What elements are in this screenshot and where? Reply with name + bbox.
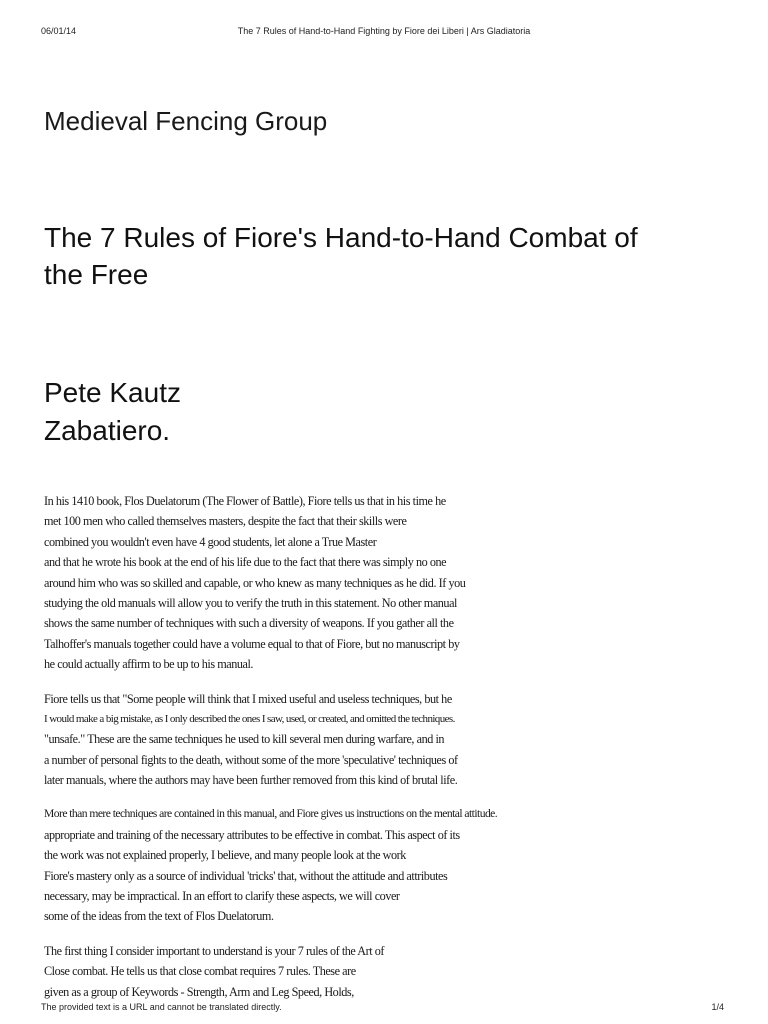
text-line: he could actually affirm to be up to his manual. xyxy=(44,657,253,672)
text-line: I would make a big mistake, as I only described the ones I saw, used, or created, and omitted the techniques. xyxy=(44,712,455,725)
text-line: and that he wrote his book at the end of his life due to the fact that there was simply no one xyxy=(44,555,447,570)
text-line: Close combat. He tells us that close combat requires 7 rules. These are xyxy=(44,964,356,979)
print-date: 06/01/14 xyxy=(41,26,77,36)
text-line: necessary, may be impractical. In an effort to clarify these aspects, we will cover xyxy=(44,889,400,904)
text-line: Fiore tells us that "Some people will think that I mixed useful and useless techniques, but he xyxy=(44,691,452,706)
text-line: "unsafe." These are the same techniques he used to kill several men during warfare, and in xyxy=(44,732,445,747)
author-name: Pete Kautz xyxy=(44,377,181,408)
site-title: Medieval Fencing Group xyxy=(44,106,328,136)
print-header xyxy=(41,26,727,40)
footer-note: The provided text is a URL and cannot be translated directly. xyxy=(41,1002,282,1012)
text-line: studying the old manuals will allow you to verify the truth in this statement. No other manual xyxy=(44,595,457,610)
text-line: the work was not explained properly, I believe, and many people look at the work xyxy=(44,848,406,863)
paragraph xyxy=(44,689,564,791)
text-line: met 100 men who called themselves masters, despite the fact that their skills were xyxy=(44,514,407,529)
text-line: combined you wouldn't even have 4 good students, let alone a True Master xyxy=(44,534,377,549)
paragraph xyxy=(44,491,564,675)
text-line: later manuals, where the authors may have been further removed from this kind of brutal life. xyxy=(44,773,458,788)
text-line: appropriate and training of the necessary attributes to be effective in combat. This aspect of its xyxy=(44,827,460,842)
paragraph xyxy=(44,804,564,926)
paragraph xyxy=(44,941,564,1002)
text-line: some of the ideas from the text of Flos Duelatorum. xyxy=(44,909,274,924)
author-surname: Zabatiero. xyxy=(44,415,171,446)
page-number: 1/4 xyxy=(711,1002,724,1012)
print-footer xyxy=(41,1002,724,1016)
text-line: Talhoffer's manuals together could have a volume equal to that of Fiore, but no manuscript by xyxy=(44,636,460,651)
text-line: The first thing I consider important to understand is your 7 rules of the Art of xyxy=(44,943,385,958)
text-line: a number of personal fights to the death, without some of the more 'speculative' techniques of xyxy=(44,752,458,767)
author-block xyxy=(44,374,181,450)
article-body xyxy=(44,491,564,1016)
text-line: In his 1410 book, Flos Duelatorum (The Flower of Battle), Fiore tells us that in his time he xyxy=(44,494,446,508)
text-line: around him who was so skilled and capable, or who knew as many techniques as he did. If you xyxy=(44,575,466,590)
text-line: given as a group of Keywords - Strength, Arm and Leg Speed, Holds, xyxy=(44,984,354,999)
text-line: More than mere techniques are contained in this manual, and Fiore gives us instructions on the mental attitude. xyxy=(44,807,498,821)
text-line: Fiore's mastery only as a source of individual 'tricks' that, without the attitude and attributes xyxy=(44,868,448,883)
print-page-title: The 7 Rules of Hand-to-Hand Fighting by Fiore dei Liberi | Ars Gladiatoria xyxy=(237,26,531,36)
article-title: The 7 Rules of Fiore's Hand-to-Hand Combat of the Free xyxy=(44,222,638,290)
text-line: shows the same number of techniques with such a diversity of weapons. If you gather all the xyxy=(44,616,454,631)
